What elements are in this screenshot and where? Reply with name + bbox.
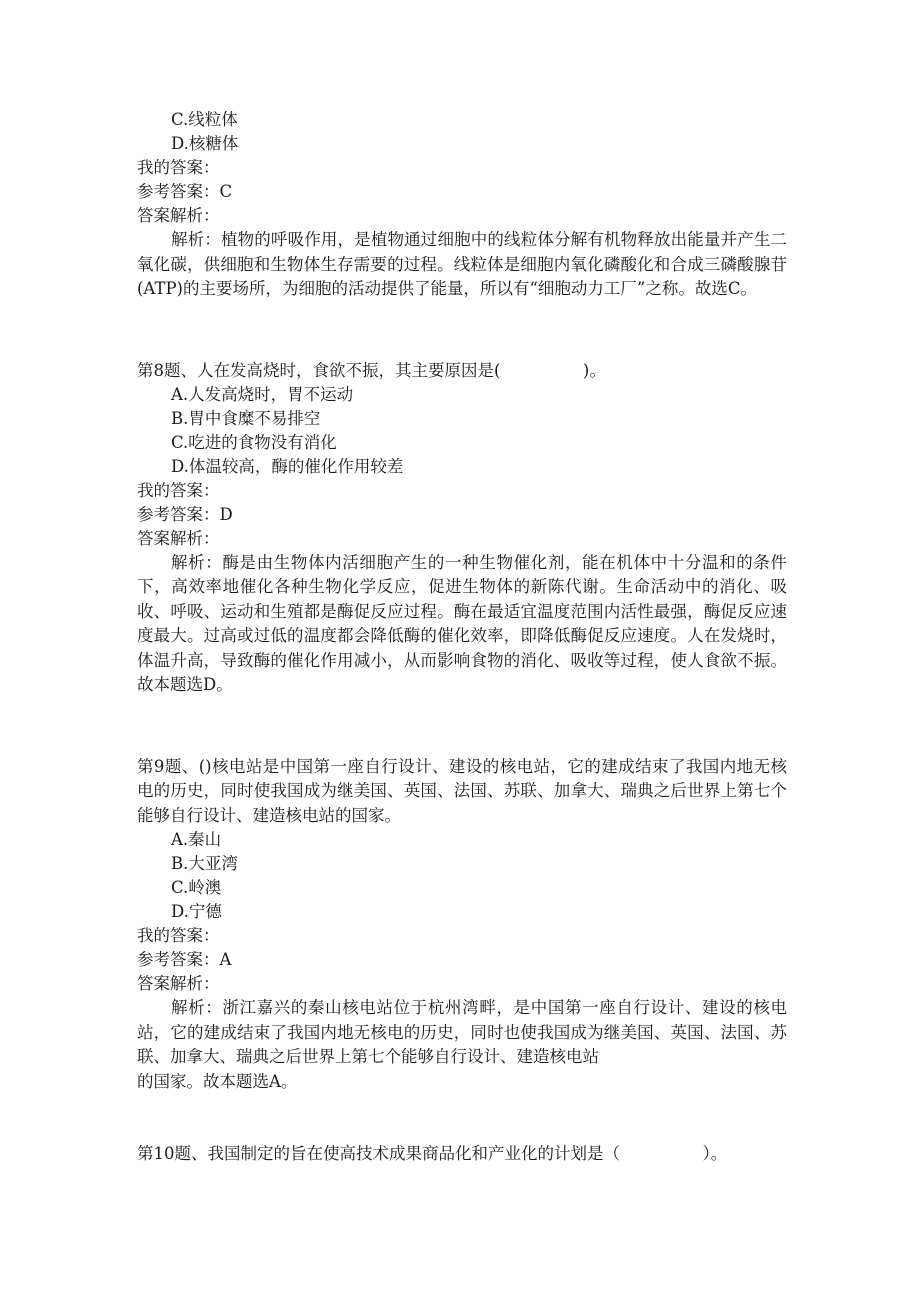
option-b: B.大亚湾 [171, 854, 238, 873]
analysis-label: 答案解析： [137, 528, 220, 548]
my-answer-label: 我的答案： [137, 480, 220, 500]
analysis-text-tail: 的国家。故本题选A。 [137, 1071, 298, 1091]
option-d: D.核糖体 [171, 134, 239, 153]
analysis-text: 解析：植物的呼吸作用，是植物通过细胞中的线粒体分解有机物释放出能量并产生二氧化碳，供细胞和生物体生存需要的过程。线粒体是细胞内氧化磷酸化和合成三磷酸腺苷(ATP)的主要场所，为细胞的活动提供了能量，所以有“细胞动力工厂”之称。故选C。 [137, 230, 787, 298]
option-d: D.体温较高，酶的催化作用较差 [171, 456, 404, 476]
question-text: 第9题、()核电站是中国第一座自行设计、建设的核电站，它的建成结束了我国内地无核电的历史，同时使我国成为继美国、英国、法国、苏联、加拿大、瑞典之后世界上第七个能够自行设计、建造核电站的国家。 [137, 756, 787, 825]
option-c: C.岭澳 [171, 878, 222, 897]
analysis-text: 解析：酶是由生物体内活细胞产生的一种生物催化剂，能在机体中十分温和的条件下，高效率地催化各种生物化学反应，促进生物体的新陈代谢。生命活动中的消化、吸收、呼吸、运动和生殖都是酶促反应过程。酶在最适宜温度范围内活性最强，酶促反应速度最大。过高或过低的温度都会降低酶的催化效率，即降低酶促反应速度。人在发烧时，体温升高，导致酶的催化作用减小，从而影响食物的消化、吸收等过程，使人食欲不振。故本题选D。 [137, 552, 787, 694]
question-8 [137, 359, 787, 698]
option-a: A.人发高烧时，胃不运动 [171, 384, 354, 404]
question-9 [137, 755, 787, 1094]
analysis-label: 答案解析： [137, 206, 220, 225]
reference-answer: 参考答案：D [137, 504, 233, 524]
reference-answer: 参考答案：C [137, 182, 233, 201]
option-c: C.线粒体 [171, 110, 238, 129]
question-text: 第8题、人在发高烧时，食欲不振，其主要原因是( )。 [137, 360, 606, 380]
option-a: A.秦山 [171, 830, 222, 849]
analysis-label: 答案解析： [137, 974, 220, 993]
option-c: C.吃进的食物没有消化 [171, 432, 337, 452]
my-answer-label: 我的答案： [137, 158, 220, 177]
option-d: D.宁德 [171, 902, 222, 921]
question-text: 第10题、我国制定的旨在使高技术成果商品化和产业化的计划是（ ）。 [137, 1143, 728, 1163]
my-answer-label: 我的答案： [137, 926, 220, 945]
option-b: B.胃中食糜不易排空 [171, 408, 321, 428]
question-7-tail [137, 108, 787, 302]
question-10 [137, 1142, 787, 1166]
analysis-text: 解析：浙江嘉兴的秦山核电站位于杭州湾畔，是中国第一座自行设计、建设的核电站，它的建成结束了我国内地无核电的历史，同时也使我国成为继美国、英国、法国、苏联、加拿大、瑞典之后世界上第七个能够自行设计、建造核电站 [137, 998, 787, 1066]
reference-answer: 参考答案：A [137, 950, 232, 969]
document-page [137, 108, 787, 1166]
